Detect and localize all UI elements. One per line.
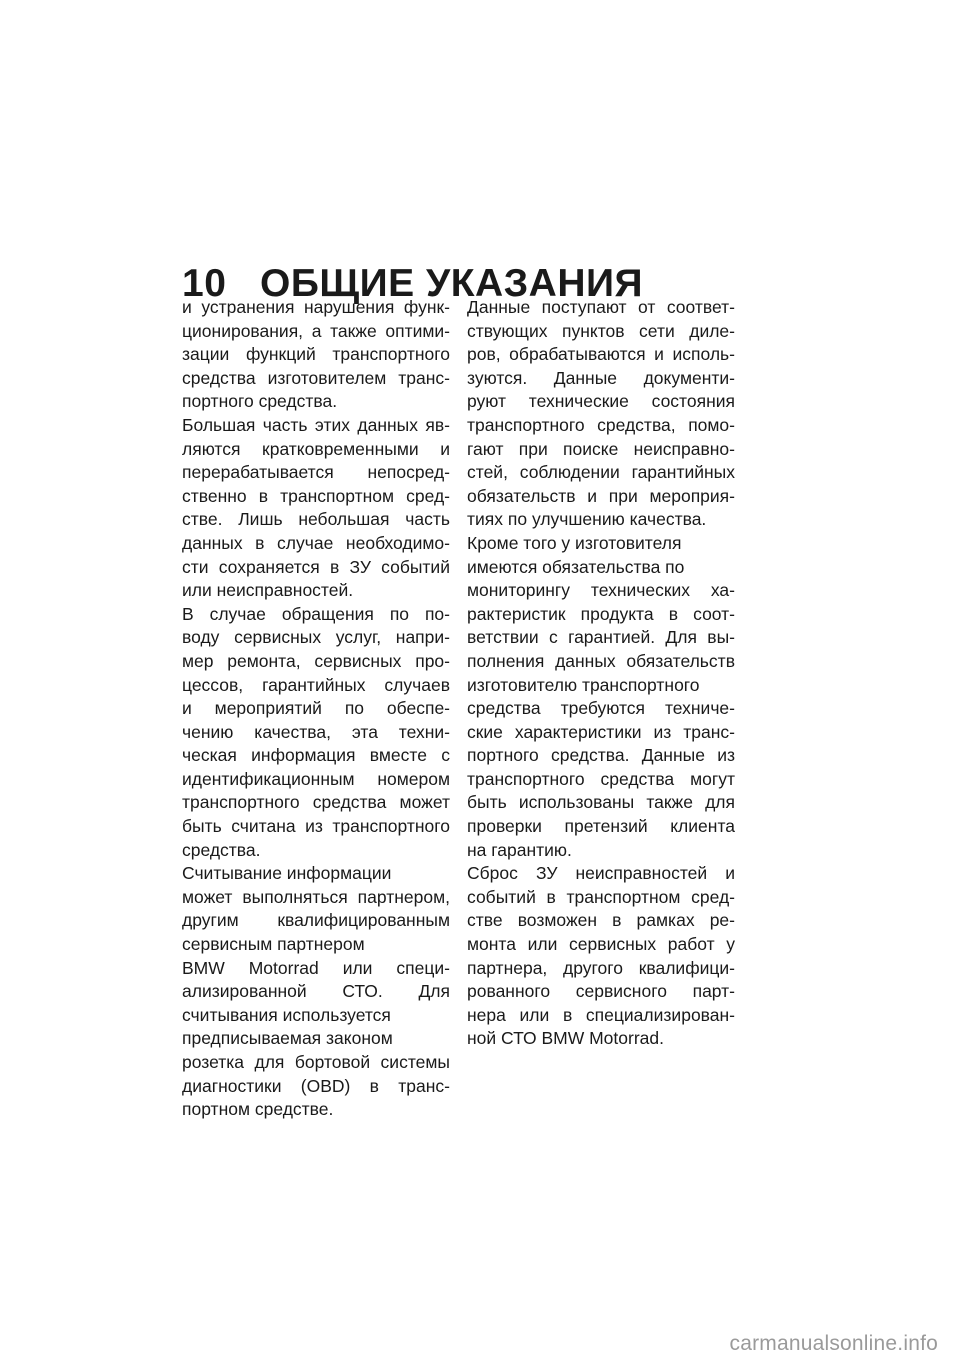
text-line: полнения данных обязательств [467,650,735,671]
text-line: транспортного средства могут [467,768,735,789]
text-line: воду сервисных услуг, напри- [182,627,450,648]
text-line: транспортного средства, помо- [467,414,735,435]
text-line: Кроме того у изготовителя [467,532,682,553]
text-line: событий в транспортном сред- [467,886,735,907]
text-line: стве. Лишь небольшая часть [182,509,450,530]
text-line: В случае обращения по по- [182,603,450,624]
text-line: рованного сервисного парт- [467,981,735,1002]
text-line: сти сохраняется в ЗУ событий [182,556,450,577]
left-text-column [182,296,450,1122]
text-line: портного средства. Данные из [467,745,735,766]
text-line: BMW Motorrad или специ- [182,957,450,978]
text-line: быть использованы также для [467,792,735,813]
text-line: рактеристик продукта в соот- [467,603,735,624]
text-line: изготовителю транспортного [467,674,700,695]
text-line: средства требуются техниче- [467,698,735,719]
text-line: стей, соблюдении гарантийных [467,462,735,483]
text-line: ские характеристики из транс- [467,721,735,742]
text-line: ров, обрабатываются и исполь- [467,344,735,365]
text-line: данных в случае необходимо- [182,532,450,553]
right-text-column [467,296,735,1051]
text-line: или неисправностей. [182,580,354,601]
text-line: портном средстве. [182,1099,334,1120]
text-line: гают при поиске неисправно- [467,438,735,459]
text-line: розетка для бортовой системы [182,1052,450,1072]
text-line: портного средства. [182,391,338,412]
chapter-number: 10 [182,262,227,306]
text-line: и устранения нарушения функ- [182,297,450,317]
text-line: партнера, другого квалифици- [467,957,735,978]
text-line: ветствии с гарантией. Для вы- [467,627,735,648]
text-line: ствующих пунктов сети диле- [467,320,735,341]
text-line: идентификационным номером [182,768,450,789]
text-line: зуются. Данные документи- [467,367,735,388]
text-line: транспортного средства может [182,792,450,813]
text-line: ализированной СТО. Для [182,981,450,1002]
text-line: средства. [182,839,261,860]
text-line: диагностики (OBD) в транс- [182,1075,450,1096]
text-line: проверки претензий клиента [467,816,735,837]
chapter-title: ОБЩИЕ УКАЗАНИЯ [260,262,644,306]
text-line: и мероприятий по обеспе- [182,698,450,719]
text-line: другим квалифицированным [182,910,450,931]
text-line: нера или в специализирован- [467,1004,735,1025]
text-line: ческая информация вместе с [182,745,450,766]
text-line: цессов, гарантийных случаев [182,674,450,695]
text-line: ственно в транспортном сред- [182,485,450,506]
text-line: имеются обязательства по [467,556,685,577]
text-line: ной СТО BMW Motorrad. [467,1028,664,1049]
text-line: Большая часть этих данных яв- [182,414,450,435]
text-line: средства изготовителем транс- [182,367,450,388]
text-line: предписываемая законом [182,1028,393,1049]
text-line: монта или сервисных работ у [467,934,735,955]
text-line: зации функций транспортного [182,344,450,365]
watermark: carmanualsonline.info [729,1332,938,1355]
text-line: тиях по улучшению качества. [467,509,707,530]
text-line: мер ремонта, сервисных про- [182,650,450,671]
text-line: сервисным партнером [182,934,365,955]
text-line: стве возможен в рамках ре- [467,910,735,931]
text-line: обязательств и при мероприя- [467,485,735,506]
text-line: может выполняться партнером, [182,886,450,907]
text-line: Сброс ЗУ неисправностей и [467,863,735,884]
text-line: быть считана из транспортного [182,816,450,837]
text-line: Считывание информации [182,863,392,884]
text-line: чению качества, эта техни- [182,721,450,742]
text-line: считывания используется [182,1004,391,1025]
text-line: ционирования, а также оптими- [182,320,450,341]
text-line: руют технические состояния [467,391,735,412]
text-line: Данные поступают от соответ- [467,297,735,317]
text-line: перерабатывается непосред- [182,462,450,483]
text-line: на гарантию. [467,839,572,860]
text-line: мониторингу технических ха- [467,580,735,601]
text-line: ляются кратковременными и [182,438,450,459]
